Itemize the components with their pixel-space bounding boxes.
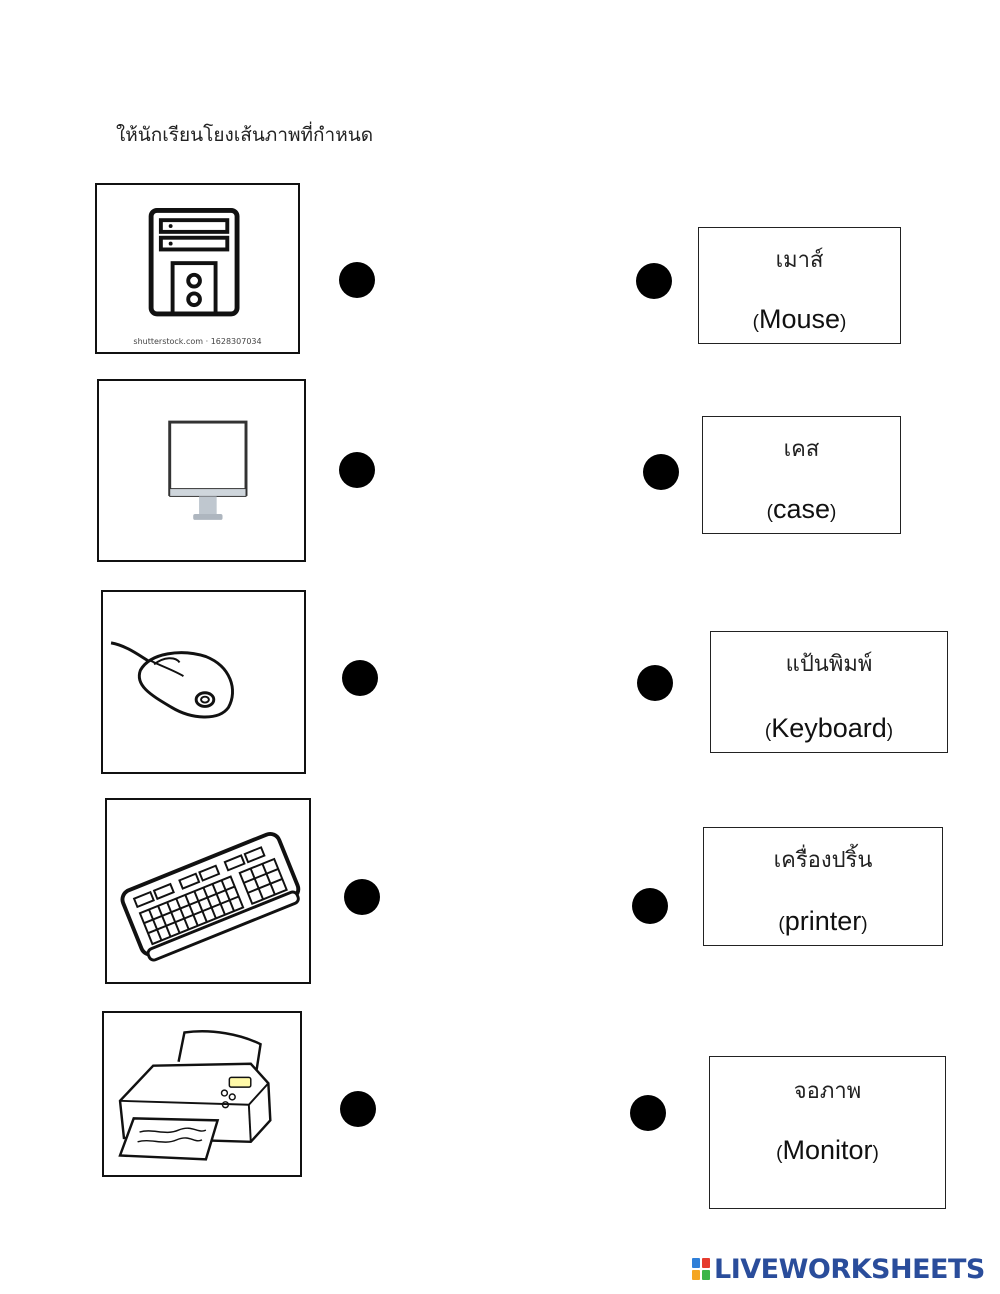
- printer-icon: [104, 1013, 300, 1175]
- word-box-printer: [703, 827, 943, 946]
- picture-case: [95, 183, 300, 354]
- right-dot-4[interactable]: [632, 888, 668, 924]
- left-dot-5[interactable]: [340, 1091, 376, 1127]
- image-credit: shutterstock.com · 1628307034: [133, 337, 262, 346]
- thai-word: เครื่องปริ้น: [773, 848, 873, 873]
- left-dot-2[interactable]: [339, 452, 375, 488]
- english-word: (printer): [778, 906, 868, 936]
- word-box-keyboard: [710, 631, 948, 753]
- picture-monitor: [97, 379, 306, 562]
- logo-mark-icon: [692, 1258, 710, 1280]
- word-box-monitor: [709, 1056, 946, 1209]
- english-word: (Mouse): [752, 304, 847, 334]
- thai-word: แป้นพิมพ์: [785, 652, 873, 677]
- picture-printer: [102, 1011, 302, 1177]
- right-dot-2[interactable]: [643, 454, 679, 490]
- thai-word: เคส: [783, 437, 820, 462]
- mouse-icon: [103, 592, 304, 772]
- right-dot-1[interactable]: [636, 263, 672, 299]
- logo-text: LIVEWORKSHEETS: [714, 1253, 985, 1285]
- left-dot-3[interactable]: [342, 660, 378, 696]
- picture-keyboard: [105, 798, 311, 984]
- thai-word: จอภาพ: [793, 1079, 862, 1104]
- computer-case-icon: [97, 185, 298, 352]
- right-dot-3[interactable]: [637, 665, 673, 701]
- english-word: (Keyboard): [764, 713, 894, 743]
- word-box-case: [702, 416, 901, 534]
- thai-word: เมาส์: [775, 248, 824, 273]
- picture-mouse: [101, 590, 306, 774]
- keyboard-icon: [107, 800, 309, 982]
- liveworksheets-logo: [692, 1252, 985, 1286]
- left-dot-1[interactable]: [339, 262, 375, 298]
- right-dot-5[interactable]: [630, 1095, 666, 1131]
- left-dot-4[interactable]: [344, 879, 380, 915]
- english-word: (Monitor): [776, 1135, 879, 1165]
- monitor-icon: [99, 381, 304, 560]
- word-box-mouse: [698, 227, 901, 344]
- english-word: (case): [766, 494, 837, 524]
- instruction-text: ให้นักเรียนโยงเส้นภาพที่กำหนด: [116, 124, 374, 146]
